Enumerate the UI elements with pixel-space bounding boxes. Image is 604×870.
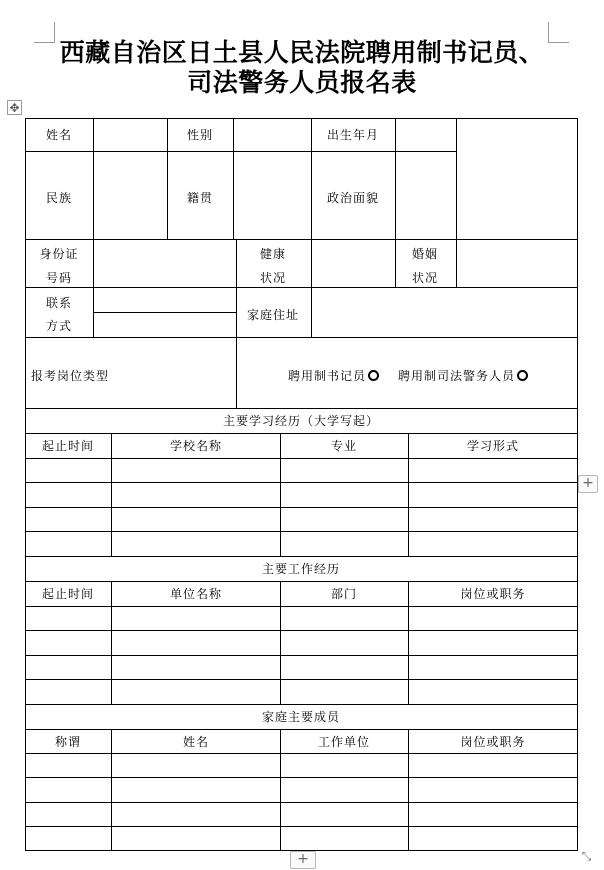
col-line [93,118,94,239]
contact-label-line-2: 方式 [45,319,73,333]
name-label: 姓名 [45,128,73,142]
col-line [93,287,94,337]
option-clerk[interactable] [288,369,379,383]
education-section-heading: 主要学习经历（大学写起） [222,414,380,428]
contact-label-line-1: 联系 [45,296,73,310]
form-title-line-1: 西藏自治区日土县人民法院聘用制书记员、 [59,38,545,67]
col-line [395,118,396,239]
col-line [280,433,281,556]
col-line [280,729,281,851]
add-column-button[interactable]: + [578,475,598,493]
option-clerk-label: 聘用制书记员 [288,369,367,383]
political-status-label: 政治面貌 [326,191,380,205]
row-line [25,337,578,338]
row-line [25,753,578,754]
col-line [395,239,396,287]
col-line [311,118,312,239]
work-col-position: 岗位或职务 [460,587,526,601]
col-line [233,118,234,239]
education-col-period: 起止时间 [41,439,95,453]
family-col-workplace: 工作单位 [317,735,371,749]
id-number-label-line-2: 号码 [45,271,73,285]
row-line [25,408,578,409]
table-border-top [25,118,578,119]
row-line [25,630,578,631]
col-line [408,729,409,851]
col-line [93,239,94,287]
col-line [280,581,281,704]
family-col-name: 姓名 [182,735,210,749]
col-line [111,433,112,556]
row-line [25,531,578,532]
col-line [408,581,409,704]
row-line [25,458,578,459]
education-col-school: 学校名称 [169,439,223,453]
gender-label: 性别 [186,128,214,142]
work-col-period: 起止时间 [41,587,95,601]
health-label-line-2: 状况 [259,271,287,285]
col-line [456,118,457,239]
native-place-label: 籍贯 [186,191,214,205]
col-line [236,287,237,337]
row-line [93,312,236,313]
position-type-label: 报考岗位类型 [31,369,110,383]
option-judicial-police[interactable] [398,369,528,383]
row-line [25,581,578,582]
family-section-heading: 家庭主要成员 [261,710,341,724]
form-title-line-2: 司法警务人员报名表 [187,68,417,97]
row-line [25,704,578,705]
family-col-position: 岗位或职务 [460,735,526,749]
row-line [25,556,578,557]
row-line [25,151,457,152]
row-line [25,826,578,827]
family-col-relation: 称谓 [54,735,82,749]
row-line [25,679,578,680]
row-line [25,287,578,288]
birth-date-label: 出生年月 [326,128,380,142]
row-line [25,507,578,508]
row-line [25,655,578,656]
row-line [25,777,578,778]
work-section-heading: 主要工作经历 [261,562,341,576]
table-border-left [25,118,26,851]
row-line [25,433,578,434]
col-line [236,337,237,408]
row-line [25,606,578,607]
education-col-study-form: 学习形式 [466,439,520,453]
table-resize-icon[interactable]: ⤡ [581,849,592,863]
health-label-line-1: 健康 [259,247,287,261]
marital-status-label-line-1: 婚姻 [411,247,439,261]
col-line [167,118,168,239]
work-col-employer: 单位名称 [169,587,223,601]
education-col-major: 专业 [330,439,358,453]
option-judicial-police-label: 聘用制司法警务人员 [398,369,516,383]
row-line [25,729,578,730]
row-line [25,482,578,483]
row-line [25,802,578,803]
col-line [408,433,409,556]
home-address-label: 家庭住址 [246,308,300,322]
col-line [311,239,312,287]
work-col-department: 部门 [330,587,358,601]
col-line [236,239,237,287]
col-line [456,239,457,287]
row-line [25,239,578,240]
radio-icon[interactable] [368,370,379,381]
radio-icon[interactable] [517,370,528,381]
col-line [111,729,112,851]
table-move-handle-icon[interactable]: ✥ [7,100,22,115]
add-row-button[interactable]: + [290,851,316,869]
id-number-label-line-1: 身份证 [39,247,79,261]
col-line [311,287,312,337]
col-line [111,581,112,704]
ethnicity-label: 民族 [45,191,73,205]
marital-status-label-line-2: 状况 [411,271,439,285]
